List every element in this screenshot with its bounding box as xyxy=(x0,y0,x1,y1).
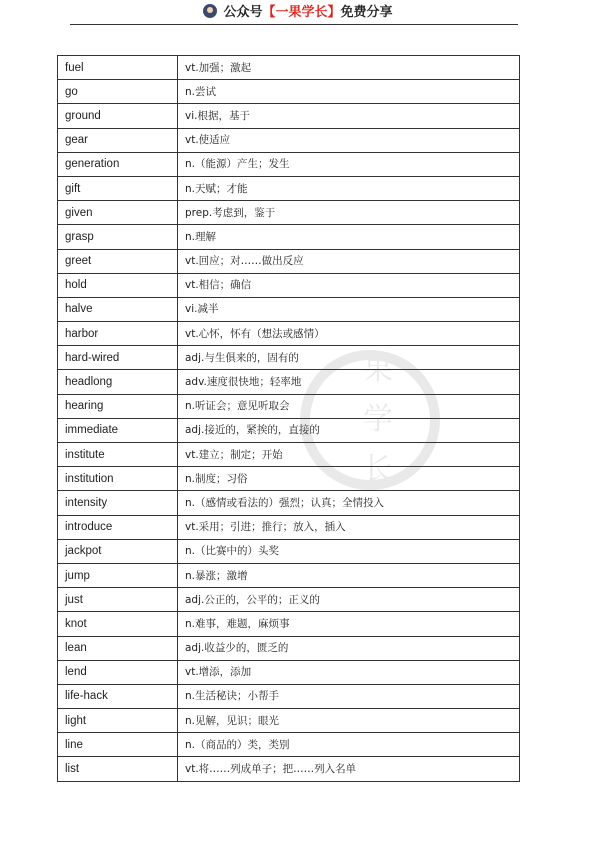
definition-cell: n.难事，难题，麻烦事 xyxy=(178,612,520,636)
table-row xyxy=(58,249,520,273)
word-cell: hold xyxy=(58,273,178,297)
word-cell: harbor xyxy=(58,322,178,346)
table-row xyxy=(58,612,520,636)
table-row xyxy=(58,563,520,587)
table-row xyxy=(58,588,520,612)
definition-cell: n.（商品的）类，类别 xyxy=(178,733,520,757)
word-cell: institution xyxy=(58,467,178,491)
definition-cell: vt.心怀，怀有（想法或感情） xyxy=(178,322,520,346)
table-row xyxy=(58,418,520,442)
word-cell: fuel xyxy=(58,56,178,80)
definition-cell: n.（比赛中的）头奖 xyxy=(178,539,520,563)
word-cell: intensity xyxy=(58,491,178,515)
definition-cell: vt.回应；对……做出反应 xyxy=(178,249,520,273)
page-header xyxy=(0,0,596,26)
definition-cell: vt.将……列成单子；把……列入名单 xyxy=(178,757,520,781)
avatar-icon xyxy=(203,4,217,18)
table-row xyxy=(58,297,520,321)
definition-cell: n.制度；习俗 xyxy=(178,467,520,491)
word-cell: jump xyxy=(58,563,178,587)
definition-cell: adj.收益少的，匮乏的 xyxy=(178,636,520,660)
word-cell: gift xyxy=(58,176,178,200)
definition-cell: vt.增添，添加 xyxy=(178,660,520,684)
definition-cell: vt.建立；制定；开始 xyxy=(178,443,520,467)
word-cell: list xyxy=(58,757,178,781)
definition-cell: n.（感情或看法的）强烈；认真；全情投入 xyxy=(178,491,520,515)
table-row xyxy=(58,346,520,370)
table-row xyxy=(58,104,520,128)
word-cell: greet xyxy=(58,249,178,273)
definition-cell: vi.根据，基于 xyxy=(178,104,520,128)
word-cell: line xyxy=(58,733,178,757)
table-row xyxy=(58,636,520,660)
word-cell: life-hack xyxy=(58,684,178,708)
table-row xyxy=(58,201,520,225)
table-row xyxy=(58,370,520,394)
header-text xyxy=(0,4,596,22)
vocabulary-table-body xyxy=(58,56,520,782)
word-cell: grasp xyxy=(58,225,178,249)
definition-cell: adj.公正的，公平的；正义的 xyxy=(178,588,520,612)
table-row xyxy=(58,491,520,515)
definition-cell: n.见解，见识；眼光 xyxy=(178,709,520,733)
word-cell: go xyxy=(58,80,178,104)
table-row xyxy=(58,733,520,757)
definition-cell: n.（能源）产生；发生 xyxy=(178,152,520,176)
header-brand: 【一果学长】 xyxy=(262,5,341,20)
word-cell: institute xyxy=(58,443,178,467)
vocabulary-table xyxy=(57,55,520,782)
word-cell: generation xyxy=(58,152,178,176)
definition-cell: vt.使适应 xyxy=(178,128,520,152)
definition-cell: prep.考虑到，鉴于 xyxy=(178,201,520,225)
word-cell: ground xyxy=(58,104,178,128)
definition-cell: vi.减半 xyxy=(178,297,520,321)
table-row xyxy=(58,515,520,539)
definition-cell: n.理解 xyxy=(178,225,520,249)
table-row xyxy=(58,394,520,418)
table-row xyxy=(58,467,520,491)
watermark-char: 学 xyxy=(363,402,393,437)
table-row xyxy=(58,273,520,297)
table-row xyxy=(58,80,520,104)
table-row xyxy=(58,443,520,467)
table-row xyxy=(58,684,520,708)
header-prefix: 公众号 xyxy=(223,5,263,20)
table-row xyxy=(58,128,520,152)
word-cell: gear xyxy=(58,128,178,152)
word-cell: jackpot xyxy=(58,539,178,563)
table-row xyxy=(58,709,520,733)
definition-cell: n.天赋；才能 xyxy=(178,176,520,200)
definition-cell: n.暴涨；激增 xyxy=(178,563,520,587)
word-cell: immediate xyxy=(58,418,178,442)
definition-cell: adj.与生俱来的，固有的 xyxy=(178,346,520,370)
word-cell: knot xyxy=(58,612,178,636)
word-cell: halve xyxy=(58,297,178,321)
word-cell: just xyxy=(58,588,178,612)
table-row xyxy=(58,225,520,249)
definition-cell: adj.接近的，紧挨的，直接的 xyxy=(178,418,520,442)
word-cell: introduce xyxy=(58,515,178,539)
definition-cell: n.生活秘诀；小帮手 xyxy=(178,684,520,708)
header-divider xyxy=(70,24,518,25)
word-cell: lean xyxy=(58,636,178,660)
table-row xyxy=(58,757,520,781)
table-row xyxy=(58,56,520,80)
definition-cell: vt.采用；引进；推行；放入，插入 xyxy=(178,515,520,539)
watermark-char: 长 xyxy=(363,452,393,487)
word-cell: light xyxy=(58,709,178,733)
word-cell: given xyxy=(58,201,178,225)
definition-cell: adv.速度很快地；轻率地 xyxy=(178,370,520,394)
table-row xyxy=(58,322,520,346)
word-cell: hard-wired xyxy=(58,346,178,370)
table-row xyxy=(58,176,520,200)
word-cell: hearing xyxy=(58,394,178,418)
word-cell: headlong xyxy=(58,370,178,394)
definition-cell: n.听证会；意见听取会 xyxy=(178,394,520,418)
watermark-char: 果 xyxy=(363,352,393,387)
table-row xyxy=(58,539,520,563)
table-row xyxy=(58,152,520,176)
definition-cell: vt.加强；激起 xyxy=(178,56,520,80)
table-row xyxy=(58,660,520,684)
definition-cell: n.尝试 xyxy=(178,80,520,104)
header-suffix: 免费分享 xyxy=(340,5,393,20)
definition-cell: vt.相信；确信 xyxy=(178,273,520,297)
word-cell: lend xyxy=(58,660,178,684)
